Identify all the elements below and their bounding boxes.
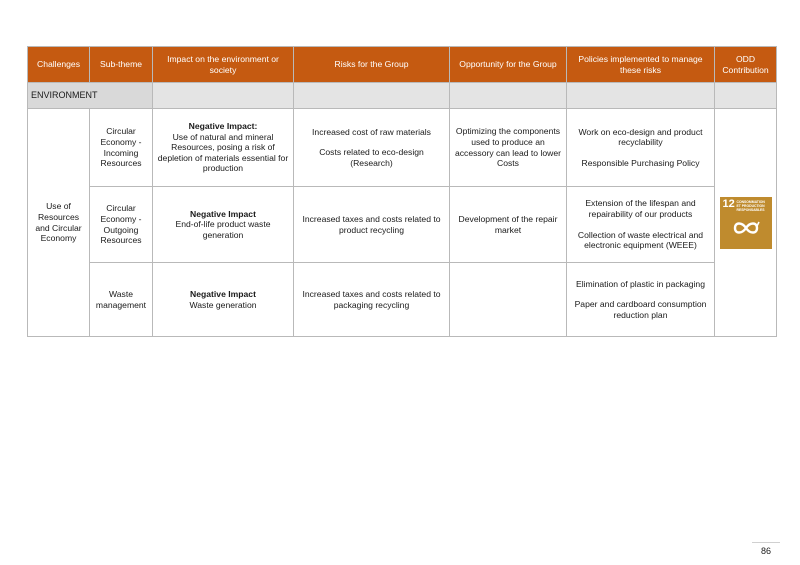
table-row bbox=[28, 109, 777, 187]
impact-title: Negative Impact bbox=[190, 288, 256, 299]
sdg-number: 12 bbox=[722, 197, 735, 210]
impact-text: Use of natural and mineral Resources, posing a risk of depletion of materials essential for production bbox=[157, 131, 289, 174]
header-opportunity: Opportunity for the Group bbox=[450, 47, 567, 83]
impact-cell bbox=[153, 263, 294, 337]
risk-cell: Increased taxes and costs related to packaging recycling bbox=[294, 263, 450, 337]
header-odd-contribution: ODD Contribution bbox=[715, 47, 777, 83]
impact-cell bbox=[153, 187, 294, 263]
impact-title: Negative Impact: bbox=[188, 121, 258, 132]
impact-title: Negative Impact bbox=[190, 208, 256, 219]
risk-item: Costs related to eco-design (Research) bbox=[319, 147, 424, 168]
policy-cell bbox=[567, 109, 715, 187]
header-sub-theme: Sub-theme bbox=[90, 47, 153, 83]
opportunity-cell: Development of the repair market bbox=[450, 187, 567, 263]
header-row bbox=[28, 47, 777, 83]
impact-cell bbox=[153, 109, 294, 187]
odd-cell bbox=[715, 109, 777, 337]
challenge-cell: Use of Resources and Circular Economy bbox=[28, 109, 90, 337]
subtheme-cell: Circular Economy - Incoming Resources bbox=[90, 109, 153, 187]
risk-item: Increased cost of raw materials bbox=[312, 126, 431, 137]
opportunity-cell bbox=[450, 263, 567, 337]
header-policies: Policies implemented to manage these risks bbox=[567, 47, 715, 83]
subtheme-cell: Circular Economy - Outgoing Resources bbox=[90, 187, 153, 263]
header-impact: Impact on the environment or society bbox=[153, 47, 294, 83]
risk-matrix-table bbox=[27, 46, 777, 337]
header-challenges: Challenges bbox=[28, 47, 90, 83]
header-risks: Risks for the Group bbox=[294, 47, 450, 83]
impact-text: Waste generation bbox=[189, 299, 257, 310]
policy-item: Responsible Purchasing Policy bbox=[581, 157, 700, 168]
policy-item: Collection of waste electrical and electronic equipment (WEEE) bbox=[577, 229, 704, 251]
sdg-12-logo bbox=[720, 197, 772, 249]
subtheme-cell: Waste management bbox=[90, 263, 153, 337]
page-number: 86 bbox=[752, 542, 780, 556]
risk-cell bbox=[294, 109, 450, 187]
policy-cell bbox=[567, 187, 715, 263]
policy-item: Paper and cardboard consumption reduction plan bbox=[574, 299, 707, 320]
policy-item: Extension of the lifespan and repairability of our products bbox=[585, 198, 696, 219]
risk-cell: Increased taxes and costs related to product recycling bbox=[294, 187, 450, 263]
table-row bbox=[28, 263, 777, 337]
policy-cell bbox=[567, 263, 715, 337]
section-row bbox=[28, 83, 777, 109]
sdg-label: CONSOMMATION ET PRODUCTION RESPONSABLES bbox=[736, 199, 765, 212]
infinity-loop-icon bbox=[732, 219, 760, 237]
policy-item: Elimination of plastic in packaging bbox=[576, 278, 705, 289]
opportunity-cell: Optimizing the components used to produce an accessory can lead to lower Costs bbox=[450, 109, 567, 187]
section-title: ENVIRONMENT bbox=[28, 83, 153, 109]
impact-text: End-of-life product waste generation bbox=[175, 219, 271, 240]
table-row bbox=[28, 187, 777, 263]
policy-item: Work on eco-design and product recyclability bbox=[578, 126, 703, 148]
